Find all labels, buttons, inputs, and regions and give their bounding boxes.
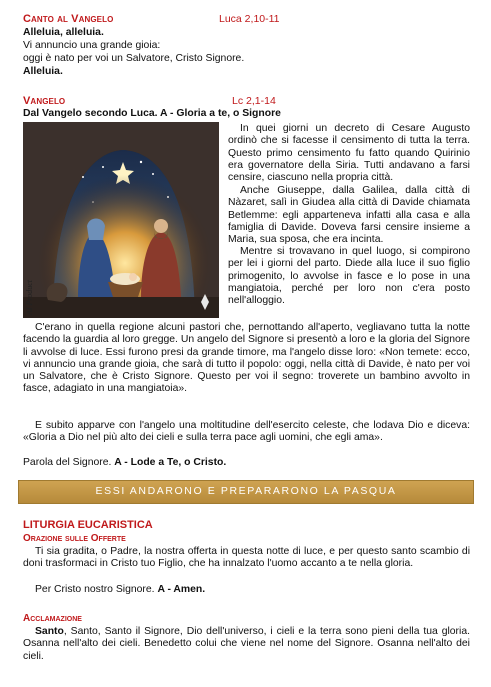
gospel-acclamation-reference: Luca 2,10-11 <box>219 13 280 25</box>
acclamation-title: Acclamazione <box>23 613 82 624</box>
banner-text: ESSI ANDARONO E PREPARARONO LA PASQUA <box>95 485 397 497</box>
acclamation-line-1: Alleluia, alleluia. <box>23 27 104 38</box>
liturgy-title: LITURGIA EUCARISTICA <box>23 519 153 531</box>
gospel-paragraph-3: Mentre si trovavano in quel luogo, si compirono per lei i giorni del parto. Diede alla luce il suo figlio primogenito, lo avvolse in fasce e lo pose in una mangiatoia, perché per loro non c'era posto nell'alloggio. <box>228 246 470 307</box>
acclamation-line-2: Vi annuncio una grande gioia: <box>23 40 161 51</box>
gospel-closing <box>23 457 226 469</box>
offerings-text: Ti sia gradita, o Padre, la nostra offerta in questa notte di luce, e per questo santo scambio di doni trasformaci in Cristo tuo Figlio, che ha innalzato l'uomo accanto a te nella gloria. <box>23 546 470 570</box>
closing-response: A - Lode a Te, o Cristo. <box>114 457 227 468</box>
gospel-subtitle: Dal Vangelo secondo Luca. A - Gloria a te, o Signore <box>23 108 281 119</box>
gospel-paragraph-4: C'erano in quella regione alcuni pastori che, pernottando all'aperto, vegliavano tutta la notte facendo la guardia al loro gregge. Un angelo del Signore si presentò a loro e la gloria del Signore li avvolse di luce. Essi furono presi da grande timore, ma l'angelo disse loro: «Non temete: ecco, vi annuncio una grande gioia, che sarà di tutto il popolo: oggi, nella città di Davide, è nato per voi un Salvatore, che è Cristo Signore. Questo per voi il segno: troverete un bambino avvolto in fasce, adagiato in una mangiatoia». <box>23 322 470 395</box>
sanctus-first: Santo <box>35 626 64 637</box>
acclamation-line-4: Alleluia. <box>23 66 63 77</box>
sanctus-text <box>23 626 470 663</box>
gospel-acclamation-title: Canto al Vangelo <box>23 13 114 25</box>
offerings-response: A - Amen. <box>157 584 206 595</box>
closing-text: Parola del Signore. <box>23 457 112 468</box>
acclamation-line-3: oggi è nato per voi un Salvatore, Cristo Signore. <box>23 53 245 64</box>
nativity-image <box>23 122 219 318</box>
gospel-paragraph-5: E subito apparve con l'angelo una moltitudine dell'esercito celeste, che lodava Dio e diceva: «Gloria a Dio nel più alto dei cieli e sulla terra pace agli uomini, che egli ama». <box>23 420 470 444</box>
gospel-reference: Lc 2,1-14 <box>232 95 276 107</box>
offerings-title: Orazione sulle Offerte <box>23 533 126 544</box>
gospel-title: Vangelo <box>23 95 66 107</box>
sanctus-rest: , Santo, Santo il Signore, Dio dell'universo, i cieli e la terra sono pieni della tua gloria. Osanna nell'alto dei cieli. Benedetto colui che viene nel nome del Signore. Osanna nell'alto dei cieli. <box>23 626 470 662</box>
section-banner <box>18 480 474 504</box>
gospel-paragraph-1: In quei giorni un decreto di Cesare Augusto ordinò che si facesse il censimento di tutta la terra. Questo primo censimento fu fatto quando Quirinio era governatore della Siria. Tutti andavano a farsi censire, ciascuno nella propria città. <box>228 123 470 184</box>
gospel-paragraph-2: Anche Giuseppe, dalla Galilea, dalla città di Nàzaret, salì in Giudea alla città di Davide chiamata Betlemme: egli apparteneva infatti alla casa e alla famiglia di Davide. Doveva farsi censire insieme a Maria, sua sposa, che era incinta. <box>228 185 470 246</box>
offerings-closing-line <box>35 584 205 596</box>
image-caption: AI Product <box>25 279 34 315</box>
offerings-closing: Per Cristo nostro Signore. <box>35 584 155 595</box>
